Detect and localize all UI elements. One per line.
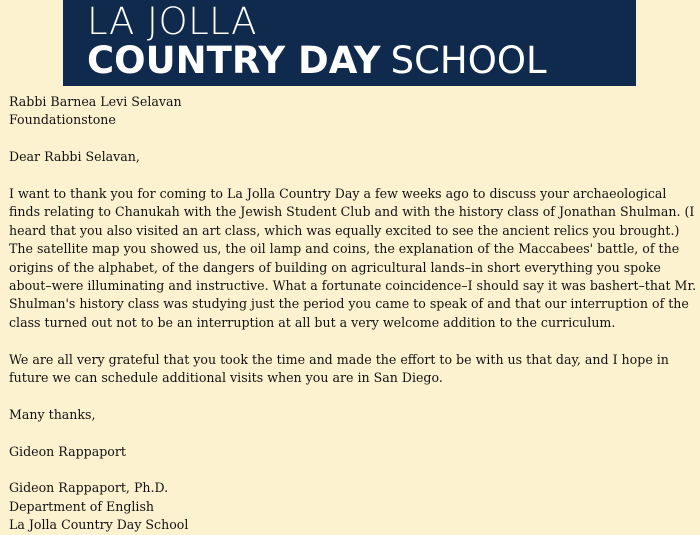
school-logo-banner: [63, 0, 636, 86]
logo-line-2-light: SCHOOL: [390, 39, 547, 82]
recipient-name: Rabbi Barnea Levi Selavan: [9, 94, 182, 109]
sender-department: Department of English: [9, 498, 155, 514]
body-paragraph-2: We are all very grateful that you took the time and made the effort to be with us that day, and I hope in future we can schedule additional visits when you are in San Diego.: [9, 351, 669, 386]
signature: Gideon Rappaport: [9, 443, 126, 459]
salutation: Dear Rabbi Selavan,: [9, 149, 140, 165]
logo-line-2: [87, 40, 547, 82]
logo-line-1: LA JOLLA: [87, 0, 257, 43]
logo-line-2-bold: COUNTRY DAY: [87, 39, 381, 82]
sender-school: La Jolla Country Day School: [9, 517, 189, 533]
recipient-org: Foundationstone: [9, 112, 116, 128]
sender-block: [9, 479, 699, 534]
closing: Many thanks,: [9, 406, 96, 422]
sender-name: Gideon Rappaport, Ph.D.: [9, 480, 169, 496]
body-paragraph-1: I want to thank you for coming to La Jolla Country Day a few weeks ago to discuss your archaeological finds relating to Chanukah with the Jewish Student Club and with the history class of Jonathan Shulman. (I heard that you also visited an art class, which was equally excited to see the ancient relics you brought.) The satellite map you showed us, the oil lamp and coins, the explanation of the Maccabees' battle, of the origins of the alphabet, of the dangers of building on agricultural lands–in short everything you spoke about–were illuminating and instructive. What a fortunate coincidence–I should say it was bashert–that Mr. Shulman's history class was studying just the period you came to speak of and that our interruption of the class turned out not to be an interruption at all but a very welcome addition to the curriculum.: [9, 186, 697, 330]
recipient-block: [9, 93, 699, 130]
letter-body: [9, 93, 699, 535]
